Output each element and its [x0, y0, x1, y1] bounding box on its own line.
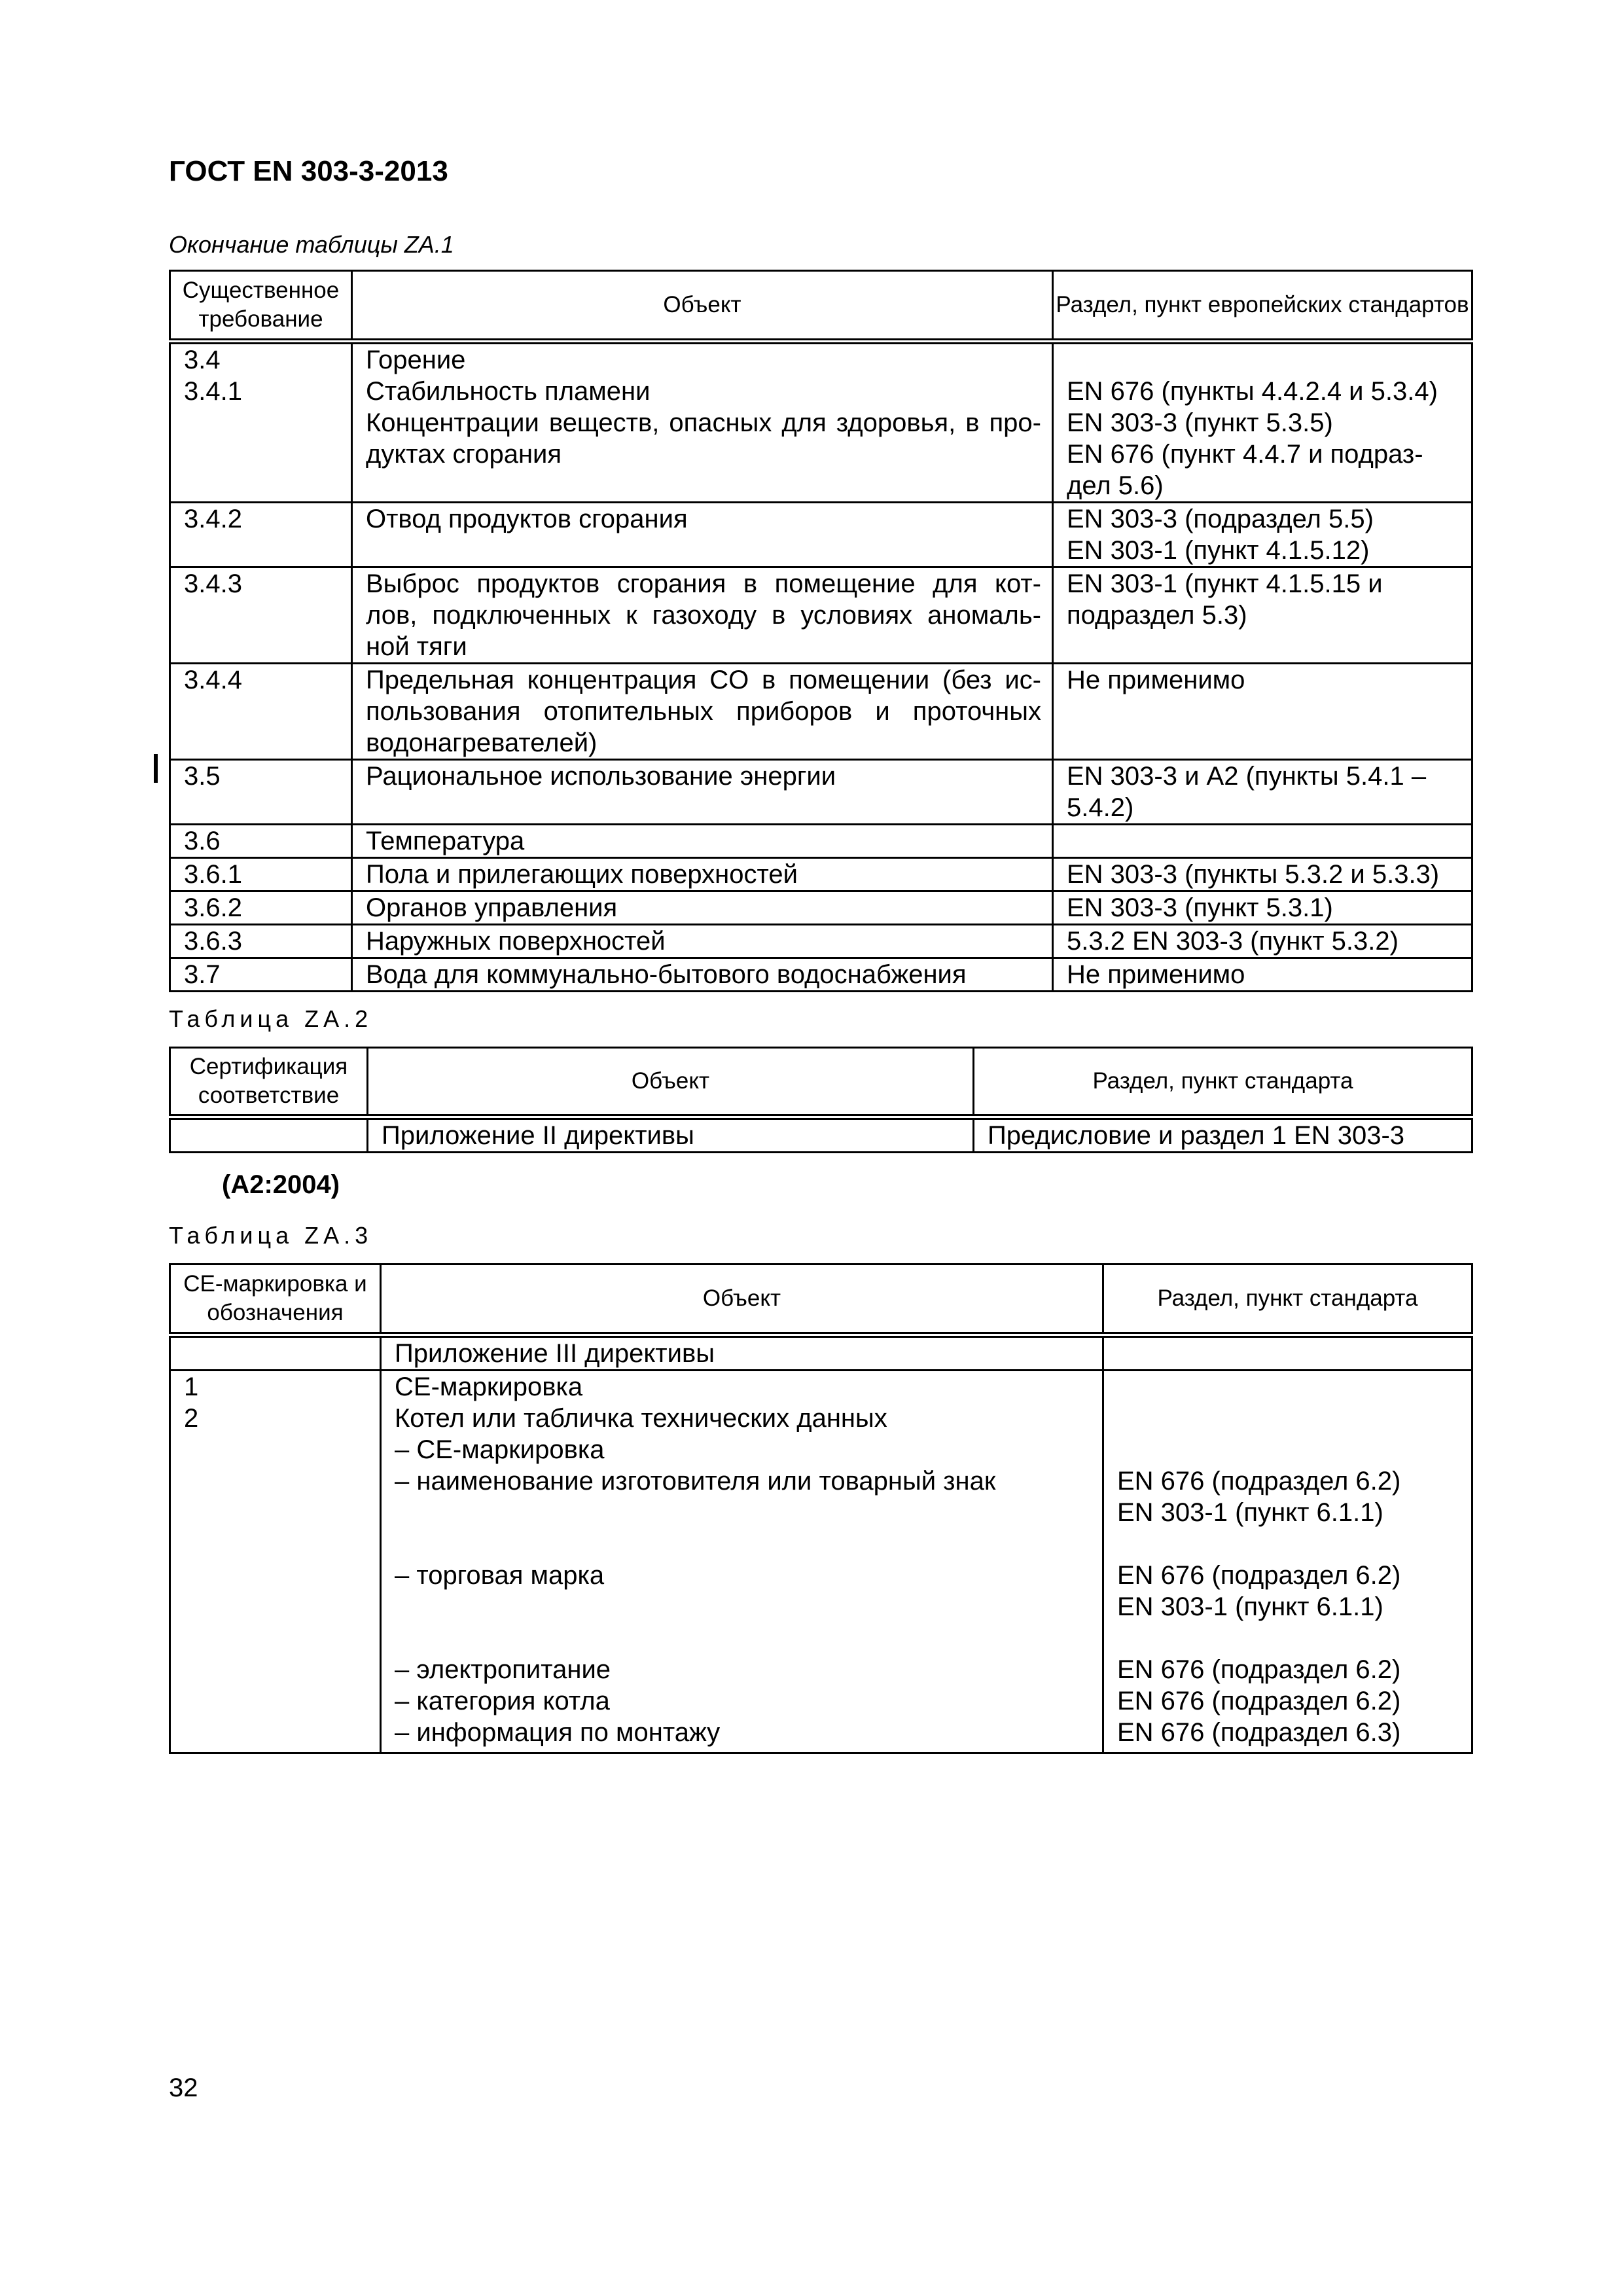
cell-requirement-line: 3.4	[184, 346, 221, 374]
document-title: ГОСТ EN 303-3-2013	[169, 155, 448, 187]
amendment-label: (A2:2004)	[222, 1170, 340, 1199]
table-row	[170, 958, 1472, 992]
row-cert	[171, 1120, 366, 1151]
cell-reference-line: EN 676 (подраздел 6.3)	[1117, 1718, 1401, 1747]
table-row	[170, 825, 1472, 858]
cell-requirement-line: 3.7	[184, 960, 221, 989]
cell-requirement-line: 3.6.1	[184, 860, 242, 889]
cell-object-line	[395, 1591, 1102, 1623]
cell-reference-line: 5.4.2)	[1067, 793, 1134, 822]
column-header-requirement: Существенное требование	[170, 271, 352, 342]
table-row	[170, 567, 1472, 664]
cell-object-line: – информация по монтажу	[395, 1718, 721, 1747]
cell-object-line: Наружных поверхностей	[366, 927, 666, 956]
column-header-reference: Раздел, пункт европейских стандартов	[1053, 271, 1472, 342]
cell-object-line: Предельная концентрация CO в помещении (без ис-	[366, 666, 1041, 694]
cell-object-line: Отвод продуктов сгорания	[366, 505, 688, 533]
table-za1-body	[170, 342, 1472, 992]
table-row	[170, 925, 1472, 958]
row-reference	[1104, 1338, 1471, 1369]
cell-reference-line: EN 676 (подраздел 6.2)	[1117, 1687, 1401, 1715]
cell-reference-line	[1117, 1434, 1471, 1465]
row-ce	[171, 1338, 380, 1369]
page-number: 32	[169, 2073, 198, 2102]
table-row	[170, 760, 1472, 825]
table-row	[170, 664, 1472, 760]
cell-object-line: Концентрации веществ, опасных для здоровья, в про-	[366, 408, 1041, 437]
row-reference: Предисловие и раздел 1 EN 303-3	[988, 1121, 1405, 1150]
table-row	[170, 503, 1472, 567]
table-za1	[169, 270, 1473, 992]
cell-object-line: Органов управления	[366, 893, 618, 922]
table-row-main	[170, 1371, 1472, 1753]
column-header-object: Объект	[368, 1048, 974, 1117]
cell-object-line: Горение	[366, 346, 466, 374]
cell-reference-line	[1067, 344, 1461, 376]
column-header-object: Объект	[381, 1265, 1103, 1335]
cell-requirement-line: 3.4.4	[184, 666, 242, 694]
cell-reference-line: EN 676 (подраздел 6.2)	[1117, 1561, 1401, 1590]
column-header-object: Объект	[352, 271, 1053, 342]
cell-object-line: – CE-маркировка	[395, 1435, 605, 1464]
cell-reference-line: Не применимо	[1067, 960, 1245, 989]
table-za2	[169, 1047, 1473, 1153]
cell-ce-marking-line: 2	[184, 1404, 199, 1433]
change-bar	[154, 754, 158, 783]
cell-object-line: – категория котла	[395, 1687, 610, 1715]
cell-requirement-line: 3.5	[184, 762, 221, 791]
table-row	[170, 858, 1472, 891]
cell-object-line: Котел или табличка технических данных	[395, 1404, 887, 1433]
cell-object-line: Выброс продуктов сгорания в помещение для кот-	[366, 569, 1041, 598]
column-header-reference: Раздел, пункт стандарта	[1103, 1265, 1472, 1335]
cell-requirement-line: 3.4.3	[184, 569, 242, 598]
cell-reference-line: EN 303-3 и A2 (пункты 5.4.1 –	[1067, 762, 1427, 791]
cell-object-line: Рациональное использование энергии	[366, 762, 836, 791]
cell-object-line: – электропитание	[395, 1655, 611, 1684]
cell-object-line: Температура	[366, 827, 525, 855]
table-row-annex	[170, 1335, 1472, 1371]
cell-reference-line	[1117, 1528, 1471, 1560]
column-header-certification: Сертификация соответствие	[170, 1048, 368, 1117]
cell-ce-marking-line: 1	[184, 1372, 199, 1401]
cell-reference-line	[1117, 1371, 1471, 1403]
cell-reference-line: EN 303-1 (пункт 4.1.5.15 и	[1067, 569, 1383, 598]
cell-reference-line: EN 676 (пункты 4.4.2.4 и 5.3.4)	[1067, 377, 1438, 406]
cell-reference-line: дел 5.6)	[1067, 471, 1164, 500]
cell-requirement-line: 3.6.3	[184, 927, 242, 956]
cell-reference-line: EN 676 (подраздел 6.2)	[1117, 1467, 1401, 1496]
cell-object-line: пользования отопительных приборов и проточных	[366, 697, 1041, 726]
cell-object-line: – наименование изготовителя или товарный знак	[395, 1467, 996, 1496]
cell-reference-line: EN 676 (подраздел 6.2)	[1117, 1655, 1401, 1684]
table-za2-caption: Таблица ZA.2	[169, 1005, 373, 1032]
cell-object-line: ной тяги	[366, 632, 467, 661]
cell-object-line: водонагревателей)	[366, 728, 597, 757]
cell-reference-line	[1117, 1623, 1471, 1654]
cell-object-line: дуктах сгорания	[366, 440, 562, 469]
cell-reference-line: EN 303-3 (пункт 5.3.1)	[1067, 893, 1333, 922]
cell-reference-line: подраздел 5.3)	[1067, 601, 1247, 630]
table-row	[170, 1117, 1472, 1153]
cell-reference-line: EN 303-1 (пункт 6.1.1)	[1117, 1592, 1383, 1621]
cell-object-line: CE-маркировка	[395, 1372, 583, 1401]
table-za1-caption: Окончание таблицы ZA.1	[169, 231, 454, 258]
cell-requirement-line: 3.6.2	[184, 893, 242, 922]
cell-reference-line: Не применимо	[1067, 666, 1245, 694]
cell-reference-line: EN 303-3 (пункты 5.3.2 и 5.3.3)	[1067, 860, 1440, 889]
cell-reference-line: 5.3.2 EN 303-3 (пункт 5.3.2)	[1067, 927, 1399, 956]
column-header-ce-marking: CE-маркировка и обозначения	[170, 1265, 381, 1335]
cell-object-line	[395, 1497, 1102, 1528]
cell-reference-line: EN 676 (пункт 4.4.7 и подраз-	[1067, 440, 1423, 469]
table-row	[170, 891, 1472, 925]
table-za3	[169, 1263, 1473, 1754]
cell-requirement-line: 3.6	[184, 827, 221, 855]
cell-reference-line: EN 303-3 (подраздел 5.5)	[1067, 505, 1374, 533]
cell-reference-line	[1117, 1403, 1471, 1434]
cell-requirement-line: 3.4.2	[184, 505, 242, 533]
cell-object-line: лов, подключенных к газоходу в условиях аномаль-	[366, 601, 1041, 630]
cell-reference-line: EN 303-1 (пункт 6.1.1)	[1117, 1498, 1383, 1527]
cell-object-line	[395, 1528, 1102, 1560]
cell-object-line: – торговая марка	[395, 1561, 605, 1590]
table-row	[170, 342, 1472, 503]
cell-reference-line	[1067, 825, 1461, 857]
cell-object-line: Стабильность пламени	[366, 377, 651, 406]
cell-requirement-line: 3.4.1	[184, 377, 242, 406]
cell-object-line: Вода для коммунально-бытового водоснабжения	[366, 960, 967, 989]
row-object: Приложение III директивы	[395, 1339, 715, 1368]
row-object: Приложение II директивы	[382, 1121, 694, 1150]
cell-reference-line: EN 303-3 (пункт 5.3.5)	[1067, 408, 1333, 437]
cell-object-line	[395, 1623, 1102, 1654]
cell-object-line: Пола и прилегающих поверхностей	[366, 860, 798, 889]
table-za3-caption: Таблица ZA.3	[169, 1222, 373, 1249]
cell-reference-line: EN 303-1 (пункт 4.1.5.12)	[1067, 536, 1370, 565]
column-header-reference: Раздел, пункт стандарта	[974, 1048, 1472, 1117]
